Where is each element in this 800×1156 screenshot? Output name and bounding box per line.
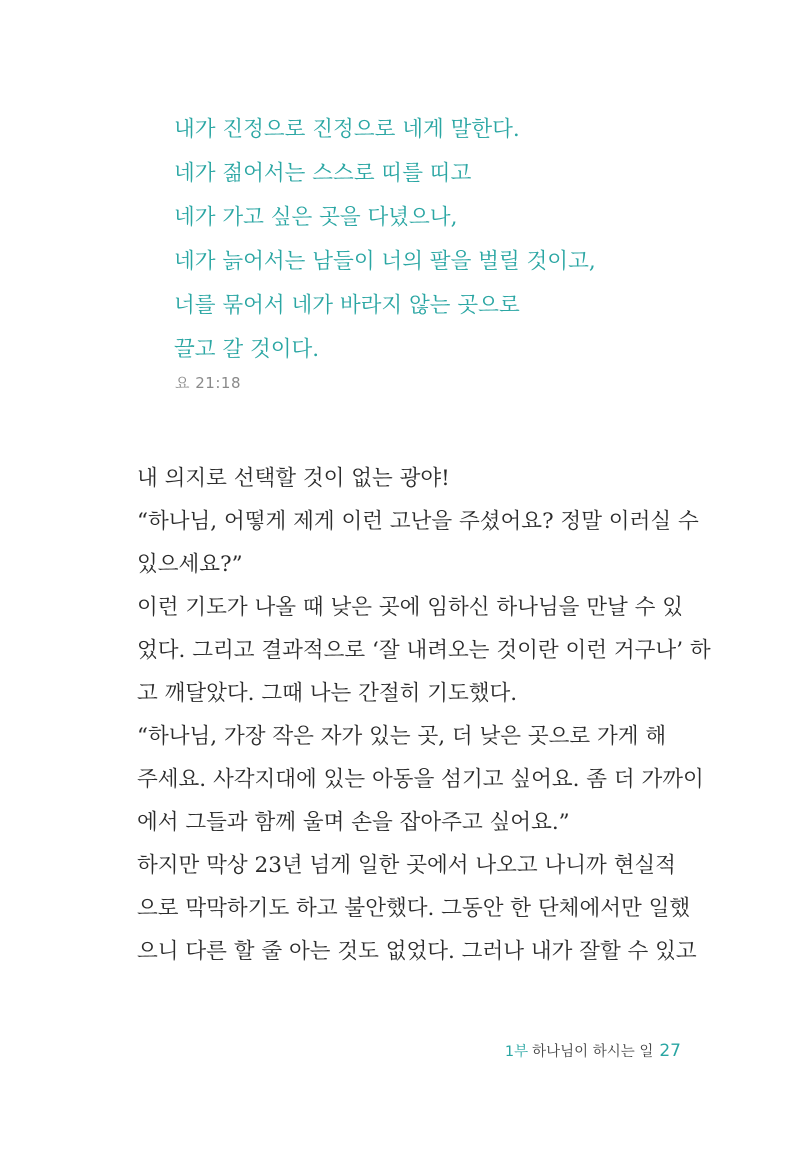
body-line: 으니 다른 할 줄 아는 것도 없었다. 그러나 내가 잘할 수 있고	[137, 939, 697, 964]
body-line: 있으세요?”	[137, 552, 243, 577]
body-text	[137, 457, 711, 973]
page-footer	[505, 1040, 681, 1061]
body-line: 이런 기도가 나올 때 낮은 곳에 임하신 하나님을 만날 수 있	[137, 595, 684, 620]
chapter-title: 하나님이 하시는 일	[532, 1044, 654, 1060]
body-line: 내 의지로 선택할 것이 없는 광야!	[137, 466, 450, 491]
body-line: 하지만 막상 23년 넘게 일한 곳에서 나오고 나니까 현실적	[137, 853, 676, 878]
scripture-quote	[174, 108, 734, 372]
page-number: 27	[659, 1041, 681, 1061]
body-line: 었다. 그리고 결과적으로 ‘잘 내려오는 것이란 이런 거구나’ 하	[137, 638, 711, 663]
quote-line: 네가 가고 싶은 곳을 다녔으나,	[174, 205, 458, 230]
quote-line: 너를 묶어서 네가 바라지 않는 곳으로	[174, 293, 520, 318]
quote-line: 네가 늙어서는 남들이 너의 팔을 벌릴 것이고,	[174, 249, 596, 274]
quote-line: 끌고 갈 것이다.	[174, 337, 320, 362]
body-line: 주세요. 사각지대에 있는 아동을 섬기고 싶어요. 좀 더 가까이	[137, 767, 704, 792]
body-line: “하나님, 어떻게 제게 이런 고난을 주셨어요? 정말 이러실 수	[137, 509, 699, 534]
body-line: “하나님, 가장 작은 자가 있는 곳, 더 낮은 곳으로 가게 해	[137, 724, 667, 749]
body-line: 고 깨달았다. 그때 나는 간절히 기도했다.	[137, 681, 518, 706]
body-line: 에서 그들과 함께 울며 손을 잡아주고 싶어요.”	[137, 810, 570, 835]
quote-line: 내가 진정으로 진정으로 네게 말한다.	[174, 117, 520, 142]
quote-line: 네가 젊어서는 스스로 띠를 띠고	[174, 161, 472, 186]
part-label: 1부	[504, 1044, 529, 1060]
body-line: 으로 막막하기도 하고 불안했다. 그동안 한 단체에서만 일했	[137, 896, 691, 921]
scripture-reference: 요 21:18	[175, 374, 241, 392]
